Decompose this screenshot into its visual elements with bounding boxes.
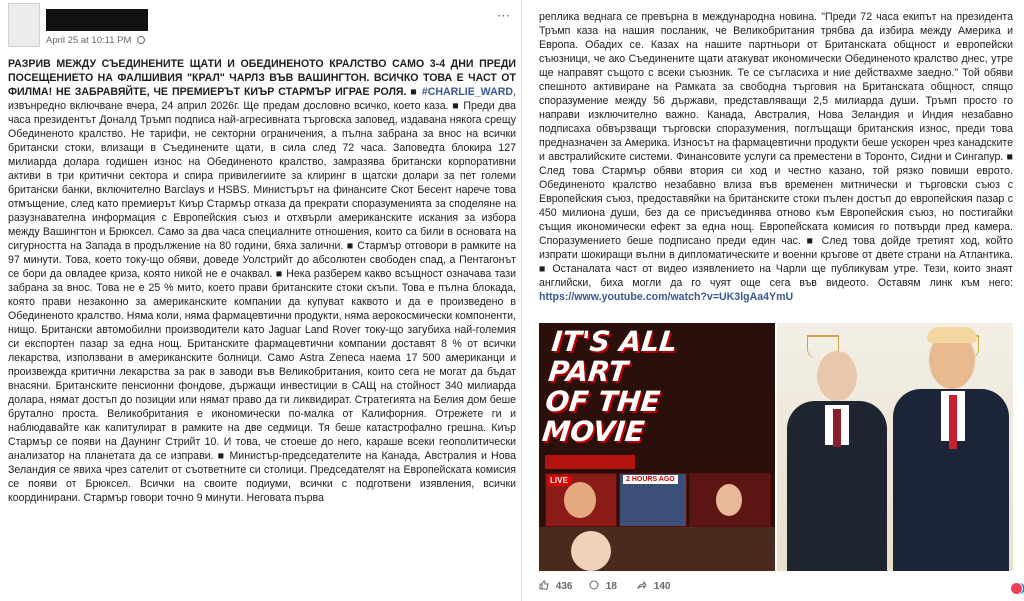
post-body-right: реплика веднага се превърна в международна новина. "Преди 72 часа екипът на президента Тръмп каза на нашия посланик, че Великобритания трябва да избира между Америка и Европа. Обадих се. Казах на нашите партньори от Британската общност и европейски съюзници, че ако Съединените щати атакуват икономически Обединеното кралство днес, утре ще направят същото с всеки съюзник. Те се съгласиха и ние действахме заедно." Той обяви спешното активиране на Рамката за свободна търговия на Британската общност, спящо споразумение между 56 държави, представляващи 2,5 милиарда души. Тръмп просто го направи изключително важно. Канада, Австралия, Нова Зеландия и Индия незабавно подписаха обвързващи търговски споразумения, поглъщащи британския износ, преди това предназначен за Америка. Износът на фармацевтични продукти беше ускорен чрез канадските и австралийските системи. Финансовите услуги са преместени в Торонто, Сидни и Сингапур. ■ След това Стармър обяви втория си ход и честно казано, той рязко повиши еврото. Обединеното кралство незабавно влиза във временен митнически и търговски съюз с Европейския съюз, предоставяйки на британските стоки пълен достъп до европейския пазар с 450 милиона души, без да се присъединява отново към Европейския съюз, но постигайки същия икономически ефект за една нощ. Европейската комисия го потвърди пред камера. Споразумението беше подписано преди един час. ■ След това дойде третият ход, който изпрати шокиращи вълни в дипломатическите и военни кръгове от двете страни на Атлантика. ■ Останалата част от видео изявлението на Чарли ще публикувам утре. Тези, които знаят английски, биха могли да го чуят още сега във видеото. Оставям линк към него: xyxy=(539,11,1013,289)
movie-collage-image[interactable] xyxy=(539,323,775,571)
like-count: 436 xyxy=(555,581,573,592)
love-reaction-icon xyxy=(1010,582,1023,595)
red-banner xyxy=(545,455,635,469)
hours-ago-badge: 2 HOURS AGO xyxy=(623,475,678,484)
hashtag-link[interactable]: #CHARLIE_WARD xyxy=(421,86,514,98)
news-tile xyxy=(689,473,771,527)
bottom-strip xyxy=(539,527,775,571)
post-headline: РАЗРИВ МЕЖДУ СЪЕДИНЕНИТЕ ЩАТИ И ОБЕДИНЕНОТО КРАЛСТВО САМО 3-4 ДНИ ПРЕДИ ПОСЕЩЕНИЕТО НА ФАЛШИВИЯ "КРАЛ" ЧАРЛЗ ВЪВ ВАШИНГТОН. ВСИЧКО ТОВА Е ЧАСТ ОТ ФИЛМА! НЕ ЗАБРАВЯЙТЕ, ЧЕ ПРЕМИЕРЪТ КИЪР СТАРМЪР ИГРАЕ РОЛЯ. ■ xyxy=(8,58,516,98)
head xyxy=(817,351,857,401)
face xyxy=(716,484,742,516)
hair xyxy=(927,327,977,343)
globe-icon xyxy=(137,36,145,44)
share-icon xyxy=(637,580,647,590)
tie xyxy=(949,395,957,449)
post-body-left: , извънредно включване вчера, 24 април 2026г. Ще предам дословно всичко, което каза. ■ Преди два часа президентът Доналд Тръмп подписа най-агресивната търговска заповед, издавана някога срещу Обединеното кралство. Не тарифи, не секторни ограничения, а пълна забрана за внос на всички британски стоки, влизащи в Съединените щати, в сила след 72 часа. Заповедта блокира 127 милиарда долара годишен износ на Обединеното кралство, замразява британски корпоративни активи в три критични сектора и спира привилегиите за клиринг в щатски долари за пет големи британски банки, включително Barclays и HSBS. Министърът на финансите Скот Бесент нарече това отмъщение, след като премиерът Киър Стармър отказа да прекрати споразуменията за споделяне на разузнавателна информация с Европейския съюз и отхвърли американските искания за избора между Вашингтон и Брюксел. Само за два часа специалните отношения, които са били в основата на сигурността на Запада в продължение на 80 години, бяха залични. ■ Стармър отговори в рамките на 97 минути. Това, което току-що обяви, доведе Уолстрийт до абсолютен свободен спад, а Пентагонът се бори да овладее криза, която никой не е очаквал. ■ Нека разберем какво всъщност означава тази забрана за внос. Това не е 25 % мито, което прави британските стоки скъпи. Това е пълна блокада, която прави незаконно за американските компании да купуват каквото и да е произведено в Обединеното кралство. Няма коли, няма фармацевтични продукти, няма аерокосмически компоненти, нищо. Британски автомобилни производители като Jaguar Land Rover току-що загубиха най-големия си експортен пазар за една нощ. Британските фармацевтични компании доставят 8 % от всички лекарства, използвани в американските болници. Само Astra Zeneca наема 17 500 американци и произвежда критични лекарства за рак в заводи във Великобритания, които сега не могат да бъдат внасяни. Британските пенсионни фондове, държащи инвестиции в САЩ на стойност 340 милиарда долара, нямат достъп до позиции или нямат право да ги ликвидират. Стратегията на Белия дом беше брутално проста. Великобритания е икономически по-малка от Калифорния. Отрежете ги и наблюдавайте как капитулират в рамките на две седмици. Тя беше катастрофално грешна. Киър Стармър се появи на Даунинг Стрийт 10. И това, че стоеше до него, караше всеки геополитически анализатор на планетата да се изправи. ■ Министър-председателите на Канада, Австралия и Нова Зеландия се явиха чрез сателит от съответните си столици. Председателят на Европейската комисия се появи от Брюксел. Всички на своите подиуми, всички с подготвени изявления, всички координирани. Стармър говори точно 9 минути. Неговата първа xyxy=(8,86,516,504)
more-options-icon[interactable]: ⋯ xyxy=(497,8,511,23)
post-timestamp[interactable]: April 25 at 10:11 PM xyxy=(46,35,132,46)
post-text-left xyxy=(8,57,516,505)
face xyxy=(571,531,611,571)
thumbs-up-icon xyxy=(539,580,549,590)
comment-button[interactable] xyxy=(589,580,617,592)
live-badge: LIVE xyxy=(547,475,571,486)
author-name-redacted[interactable] xyxy=(46,9,148,31)
leaders-photo[interactable] xyxy=(777,323,1013,571)
movie-title-text: IT'S ALL PART OF THE MOVIE xyxy=(540,325,679,448)
share-count: 140 xyxy=(653,581,671,592)
share-button[interactable] xyxy=(637,580,670,592)
youtube-link[interactable]: https://www.youtube.com/watch?v=UK3lgAa4YmU xyxy=(539,291,794,303)
post-footer xyxy=(539,578,1013,594)
avatar[interactable] xyxy=(8,3,40,47)
like-button[interactable] xyxy=(539,580,572,592)
post-meta xyxy=(46,35,145,46)
post-images[interactable] xyxy=(539,323,1013,571)
post-right-column xyxy=(525,0,1024,601)
comment-count: 18 xyxy=(605,581,617,592)
tie xyxy=(833,409,841,447)
post-text-right xyxy=(539,10,1013,304)
face xyxy=(564,482,596,518)
comment-icon xyxy=(589,580,599,590)
